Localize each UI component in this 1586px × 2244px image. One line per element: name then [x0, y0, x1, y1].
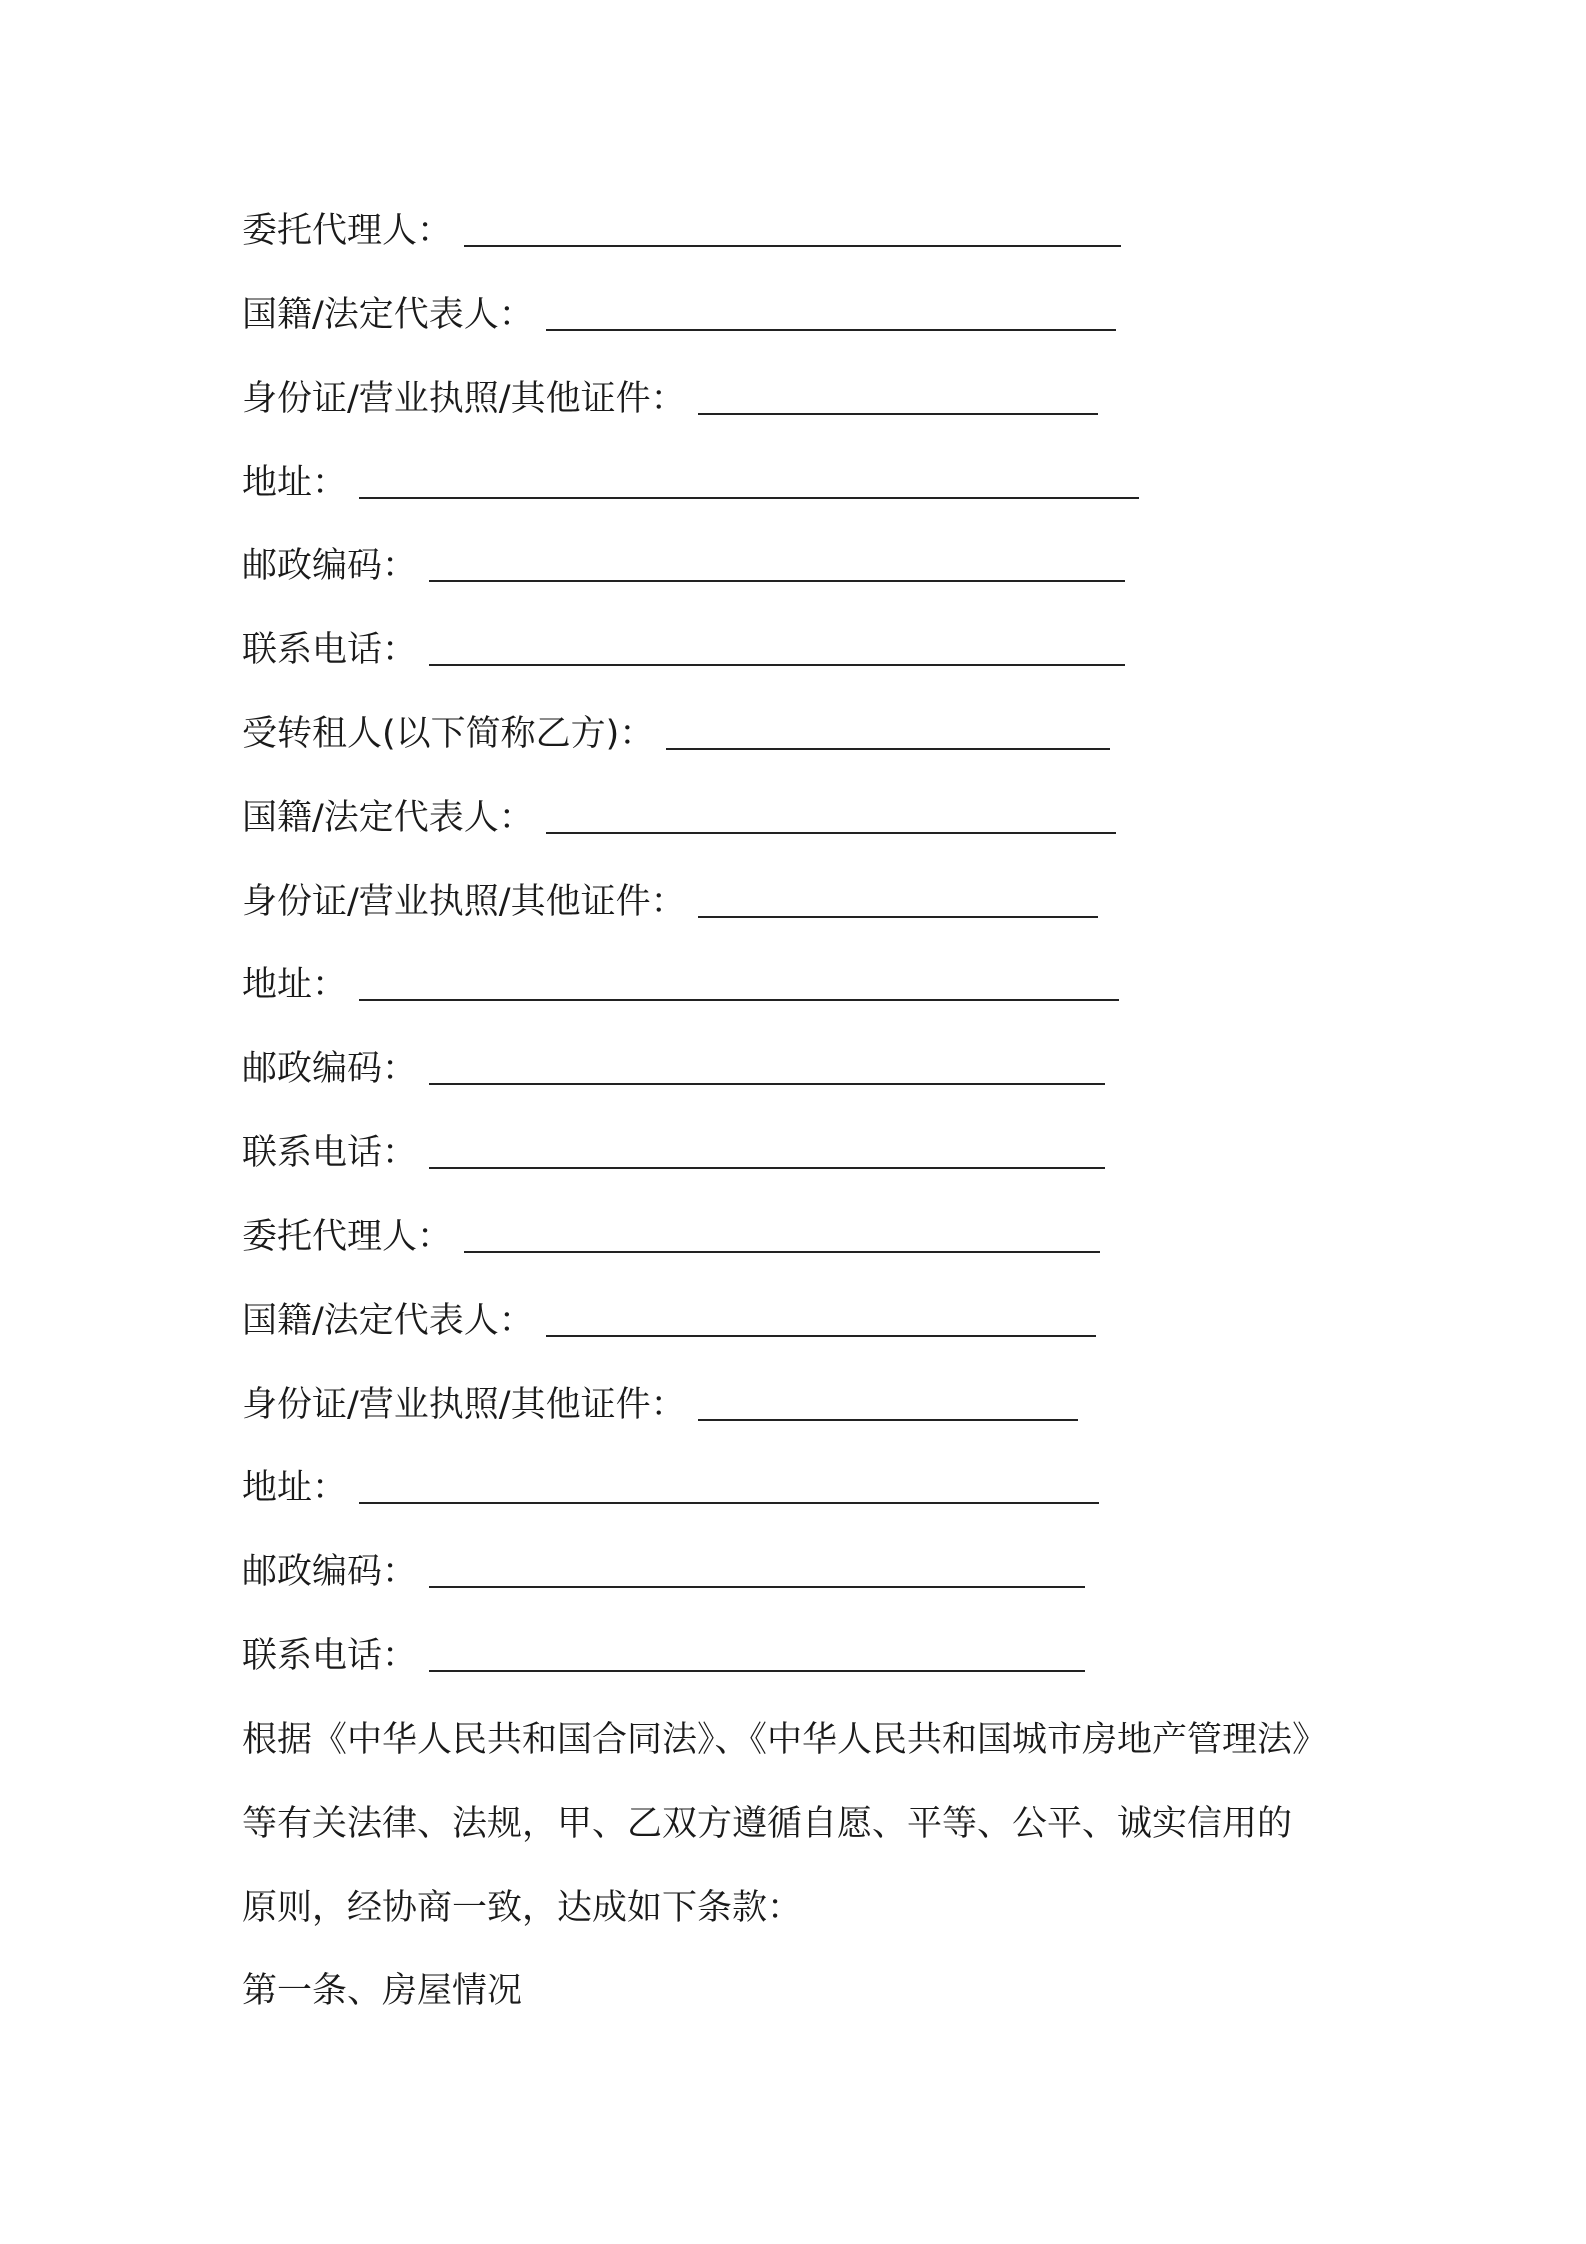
field-row-sublessee [242, 709, 1110, 759]
field-row-phone-2 [242, 1128, 1105, 1178]
field-row-phone-1 [242, 625, 1125, 675]
field-label: 委托代理人： [242, 211, 453, 251]
fill-blank-line[interactable] [359, 999, 1119, 1001]
field-label: 国籍/法定代表人： [242, 798, 534, 838]
field-row-address-3 [242, 1463, 1099, 1513]
field-row-nationality-3 [242, 1296, 1096, 1346]
field-label: 邮政编码： [242, 546, 418, 586]
fill-blank-line[interactable] [546, 1335, 1096, 1337]
field-row-agent-1 [242, 206, 1121, 256]
field-row-id-3 [242, 1380, 1078, 1430]
fill-blank-line[interactable] [429, 1167, 1105, 1169]
field-label: 联系电话： [242, 1636, 418, 1676]
fill-blank-line[interactable] [359, 1502, 1099, 1504]
field-label: 委托代理人： [242, 1217, 453, 1257]
fill-blank-line[interactable] [429, 580, 1125, 582]
field-row-postcode-3 [242, 1547, 1085, 1597]
fill-blank-line[interactable] [429, 1586, 1085, 1588]
field-row-address-2 [242, 960, 1119, 1010]
field-row-phone-3 [242, 1631, 1085, 1681]
field-label: 邮政编码： [242, 1552, 418, 1592]
fill-blank-line[interactable] [429, 664, 1125, 666]
field-label: 身份证/营业执照/其他证件： [242, 1385, 686, 1425]
field-row-nationality-2 [242, 793, 1116, 843]
field-row-id-1 [242, 374, 1098, 424]
field-label: 地址： [242, 965, 348, 1005]
paragraph-line: 根据《中华人民共和国合同法》、《中华人民共和国城市房地产管理法》 [242, 1720, 1328, 1760]
field-label: 联系电话： [242, 630, 418, 670]
field-label: 受转租人(以下简称乙方)： [242, 714, 655, 754]
fill-blank-line[interactable] [698, 413, 1098, 415]
fill-blank-line[interactable] [546, 329, 1116, 331]
field-row-nationality-1 [242, 290, 1116, 340]
fill-blank-line[interactable] [666, 748, 1110, 750]
field-row-agent-2 [242, 1212, 1100, 1262]
field-label: 身份证/营业执照/其他证件： [242, 379, 686, 419]
paragraph-line: 等有关法律、法规，甲、乙双方遵循自愿、平等、公平、诚实信用的 [242, 1804, 1293, 1844]
field-row-postcode-1 [242, 541, 1125, 591]
field-label: 国籍/法定代表人： [242, 1301, 534, 1341]
field-label: 地址： [242, 463, 348, 503]
fill-blank-line[interactable] [698, 916, 1098, 918]
fill-blank-line[interactable] [359, 497, 1139, 499]
fill-blank-line[interactable] [464, 1251, 1100, 1253]
field-row-id-2 [242, 877, 1098, 927]
fill-blank-line[interactable] [429, 1670, 1085, 1672]
field-label: 国籍/法定代表人： [242, 295, 534, 335]
fill-blank-line[interactable] [698, 1419, 1078, 1421]
field-row-postcode-2 [242, 1044, 1105, 1094]
field-label: 地址： [242, 1468, 348, 1508]
fill-blank-line[interactable] [546, 832, 1116, 834]
field-label: 邮政编码： [242, 1049, 418, 1089]
fill-blank-line[interactable] [464, 245, 1121, 247]
field-label: 身份证/营业执照/其他证件： [242, 882, 686, 922]
field-label: 联系电话： [242, 1133, 418, 1173]
field-row-address-1 [242, 458, 1139, 508]
fill-blank-line[interactable] [429, 1083, 1105, 1085]
paragraph-line: 原则，经协商一致，达成如下条款： [242, 1888, 803, 1928]
article-heading: 第一条、房屋情况 [242, 1971, 523, 2011]
